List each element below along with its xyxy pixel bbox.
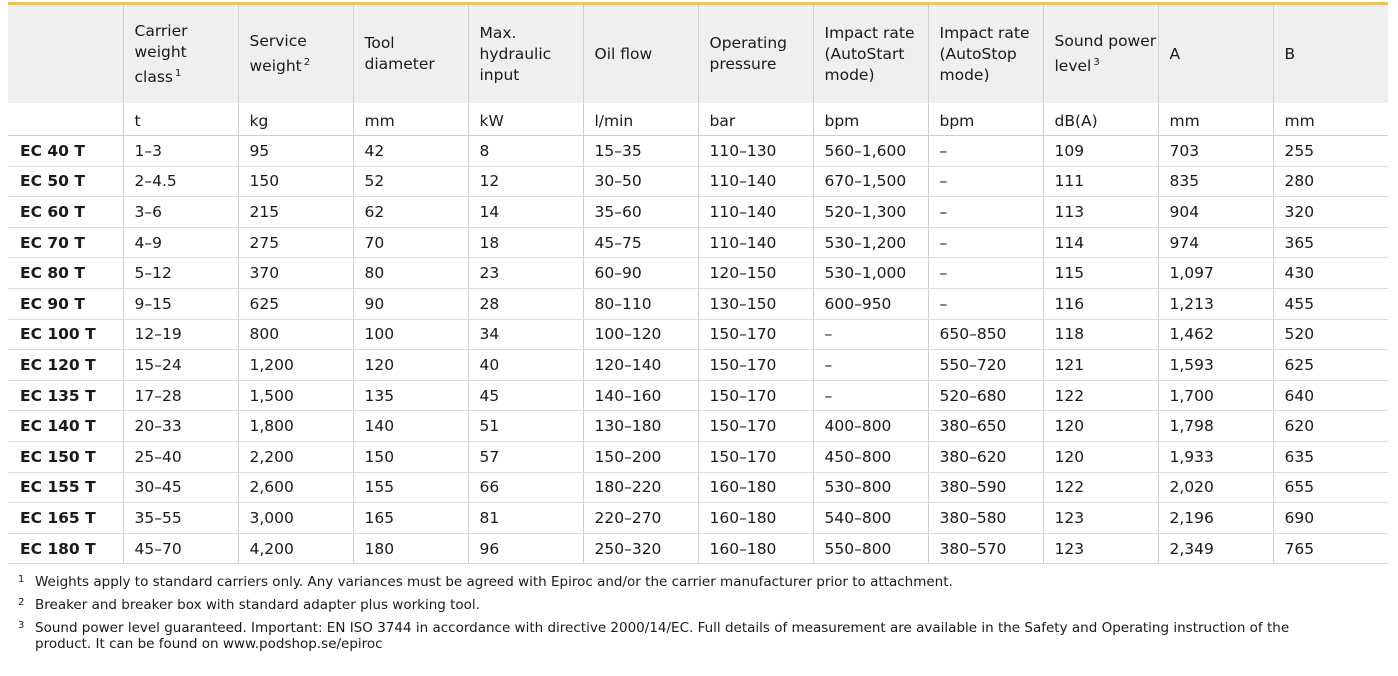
table-cell: 80–110 [583, 288, 698, 319]
table-cell: 20–33 [123, 411, 238, 442]
table-cell: 380–590 [928, 472, 1043, 503]
footnote-text: Weights apply to standard carriers only. Any variances must be agreed with Epiroc and/or the carrier manufacturer prior to attachment. [35, 574, 953, 590]
table-cell: 150–200 [583, 441, 698, 472]
table-cell: 34 [468, 319, 583, 350]
table-cell: 450–800 [813, 441, 928, 472]
table-cell: 560–1,600 [813, 136, 928, 167]
table-cell: 155 [353, 472, 468, 503]
table-cell: 35–60 [583, 197, 698, 228]
table-row [8, 166, 1388, 197]
header-sound-power-level: Sound power level $^3$ [1043, 5, 1158, 103]
table-cell: 1,800 [238, 411, 353, 442]
table-cell: 625 [1273, 350, 1388, 381]
model-cell: EC 60 T [8, 197, 123, 228]
table-cell: 1,462 [1158, 319, 1273, 350]
table-cell: 4–9 [123, 227, 238, 258]
table-cell: 160–180 [698, 503, 813, 534]
unit-cell: bpm [813, 103, 928, 136]
table-cell: 550–800 [813, 533, 928, 564]
table-cell: 40 [468, 350, 583, 381]
table-cell: 111 [1043, 166, 1158, 197]
spec-table [8, 5, 1388, 564]
table-cell: – [928, 227, 1043, 258]
table-cell: 2,349 [1158, 533, 1273, 564]
table-cell: 215 [238, 197, 353, 228]
table-cell: 109 [1043, 136, 1158, 167]
table-cell: 655 [1273, 472, 1388, 503]
unit-cell: mm [353, 103, 468, 136]
model-cell: EC 70 T [8, 227, 123, 258]
table-cell: 15–35 [583, 136, 698, 167]
table-cell: 120 [353, 350, 468, 381]
header-service-weight: Service weight $^2$ [238, 5, 353, 103]
table-cell: 520–680 [928, 380, 1043, 411]
unit-cell: mm [1273, 103, 1388, 136]
table-cell: 122 [1043, 472, 1158, 503]
table-cell: 275 [238, 227, 353, 258]
table-cell: 70 [353, 227, 468, 258]
table-cell: 110–130 [698, 136, 813, 167]
table-cell: 430 [1273, 258, 1388, 289]
table-cell: 974 [1158, 227, 1273, 258]
table-cell: 96 [468, 533, 583, 564]
table-cell: 150–170 [698, 380, 813, 411]
table-row [8, 258, 1388, 289]
table-cell: – [813, 350, 928, 381]
table-cell: 365 [1273, 227, 1388, 258]
header-a: A [1158, 5, 1273, 103]
table-cell: 600–950 [813, 288, 928, 319]
header-b: B [1273, 5, 1388, 103]
table-cell: 120 [1043, 441, 1158, 472]
table-cell: 18 [468, 227, 583, 258]
table-row [8, 380, 1388, 411]
model-cell: EC 80 T [8, 258, 123, 289]
model-cell: EC 150 T [8, 441, 123, 472]
table-cell: – [928, 197, 1043, 228]
table-cell: 530–800 [813, 472, 928, 503]
header-carrier-weight-class: Carrier weight class $^1$ [123, 5, 238, 103]
table-cell: 42 [353, 136, 468, 167]
table-cell: 380–580 [928, 503, 1043, 534]
header-row [8, 5, 1388, 103]
table-cell: – [813, 319, 928, 350]
table-row [8, 441, 1388, 472]
table-cell: 180–220 [583, 472, 698, 503]
table-row [8, 503, 1388, 534]
table-cell: 130–180 [583, 411, 698, 442]
table-cell: 15–24 [123, 350, 238, 381]
header-tool-diameter: Tool diameter [353, 5, 468, 103]
table-cell: 3,000 [238, 503, 353, 534]
table-cell: 160–180 [698, 472, 813, 503]
table-cell: 110–140 [698, 227, 813, 258]
table-cell: 25–40 [123, 441, 238, 472]
table-cell: 150–170 [698, 411, 813, 442]
table-cell: 140–160 [583, 380, 698, 411]
unit-cell: t [123, 103, 238, 136]
table-cell: 120 [1043, 411, 1158, 442]
table-cell: 150 [353, 441, 468, 472]
table-cell: 380–650 [928, 411, 1043, 442]
table-row [8, 227, 1388, 258]
table-cell: 1,213 [1158, 288, 1273, 319]
header-impact-rate-autostop: Impact rate (AutoStop mode) [928, 5, 1043, 103]
table-cell: – [928, 136, 1043, 167]
table-cell: 255 [1273, 136, 1388, 167]
model-cell: EC 135 T [8, 380, 123, 411]
table-cell: 62 [353, 197, 468, 228]
table-cell: 370 [238, 258, 353, 289]
table-cell: 150–170 [698, 350, 813, 381]
table-cell: 280 [1273, 166, 1388, 197]
table-row [8, 288, 1388, 319]
unit-cell: mm [1158, 103, 1273, 136]
footnotes [18, 574, 1318, 659]
table-cell: 45–70 [123, 533, 238, 564]
table-cell: 12–19 [123, 319, 238, 350]
table-cell: 100–120 [583, 319, 698, 350]
table-cell: 650–850 [928, 319, 1043, 350]
table-row [8, 197, 1388, 228]
table-cell: 635 [1273, 441, 1388, 472]
table-cell: 640 [1273, 380, 1388, 411]
table-cell: – [928, 166, 1043, 197]
table-cell: 550–720 [928, 350, 1043, 381]
table-cell: 123 [1043, 503, 1158, 534]
table-cell: 4,200 [238, 533, 353, 564]
table-cell: 51 [468, 411, 583, 442]
table-cell: 800 [238, 319, 353, 350]
table-cell: 122 [1043, 380, 1158, 411]
table-cell: 455 [1273, 288, 1388, 319]
table-cell: 81 [468, 503, 583, 534]
table-row [8, 472, 1388, 503]
unit-cell: bar [698, 103, 813, 136]
table-row [8, 319, 1388, 350]
footnote-text: Breaker and breaker box with standard adapter plus working tool. [35, 597, 480, 613]
table-cell: 2–4.5 [123, 166, 238, 197]
model-cell: EC 100 T [8, 319, 123, 350]
unit-cell: kW [468, 103, 583, 136]
table-cell: 1,933 [1158, 441, 1273, 472]
table-cell: 250–320 [583, 533, 698, 564]
table-cell: 121 [1043, 350, 1158, 381]
footnote [18, 597, 1318, 613]
table-cell: 35–55 [123, 503, 238, 534]
model-cell: EC 90 T [8, 288, 123, 319]
table-cell: 530–1,000 [813, 258, 928, 289]
model-cell: EC 40 T [8, 136, 123, 167]
table-cell: 2,196 [1158, 503, 1273, 534]
table-cell: 80 [353, 258, 468, 289]
table-cell: 1,798 [1158, 411, 1273, 442]
unit-cell: kg [238, 103, 353, 136]
units-row [8, 103, 1388, 136]
table-cell: 1–3 [123, 136, 238, 167]
table-cell: 66 [468, 472, 583, 503]
table-row [8, 136, 1388, 167]
table-cell: 620 [1273, 411, 1388, 442]
table-cell: – [813, 380, 928, 411]
table-cell: 765 [1273, 533, 1388, 564]
table-cell: 530–1,200 [813, 227, 928, 258]
unit-cell: bpm [928, 103, 1043, 136]
table-cell: 123 [1043, 533, 1158, 564]
table-cell: 670–1,500 [813, 166, 928, 197]
table-cell: 115 [1043, 258, 1158, 289]
header-operating-pressure: Operating pressure [698, 5, 813, 103]
table-cell: 110–140 [698, 166, 813, 197]
table-row [8, 533, 1388, 564]
header-oil-flow: Oil flow [583, 5, 698, 103]
table-cell: 130–150 [698, 288, 813, 319]
unit-cell: dB(A) [1043, 103, 1158, 136]
table-cell: 120–140 [583, 350, 698, 381]
table-cell: 12 [468, 166, 583, 197]
table-cell: 135 [353, 380, 468, 411]
table-row [8, 411, 1388, 442]
table-cell: 45 [468, 380, 583, 411]
table-cell: 52 [353, 166, 468, 197]
header-max-hydraulic-input: Max. hydraulic input [468, 5, 583, 103]
table-cell: 113 [1043, 197, 1158, 228]
unit-cell: l/min [583, 103, 698, 136]
table-cell: 90 [353, 288, 468, 319]
table-cell: 45–75 [583, 227, 698, 258]
table-cell: 3–6 [123, 197, 238, 228]
table-cell: 60–90 [583, 258, 698, 289]
footnote-mark: 2 [18, 597, 25, 608]
table-cell: 2,600 [238, 472, 353, 503]
model-cell: EC 120 T [8, 350, 123, 381]
table-cell: 180 [353, 533, 468, 564]
table-cell: 690 [1273, 503, 1388, 534]
model-cell: EC 50 T [8, 166, 123, 197]
model-cell: EC 165 T [8, 503, 123, 534]
table-cell: 116 [1043, 288, 1158, 319]
table-cell: 95 [238, 136, 353, 167]
table-cell: – [928, 258, 1043, 289]
footnote [18, 620, 1318, 652]
table-cell: 30–50 [583, 166, 698, 197]
model-cell: EC 140 T [8, 411, 123, 442]
table-cell: 1,200 [238, 350, 353, 381]
table-cell: 540–800 [813, 503, 928, 534]
table-cell: – [928, 288, 1043, 319]
table-cell: 8 [468, 136, 583, 167]
table-cell: 220–270 [583, 503, 698, 534]
table-cell: 120–150 [698, 258, 813, 289]
table-cell: 150 [238, 166, 353, 197]
table-cell: 703 [1158, 136, 1273, 167]
footnote-mark: 3 [18, 620, 25, 631]
table-cell: 118 [1043, 319, 1158, 350]
table-row [8, 350, 1388, 381]
table-cell: 1,593 [1158, 350, 1273, 381]
table-cell: 380–570 [928, 533, 1043, 564]
table-cell: 150–170 [698, 441, 813, 472]
table-cell: 140 [353, 411, 468, 442]
table-cell: 165 [353, 503, 468, 534]
table-cell: 1,500 [238, 380, 353, 411]
unit-cell [8, 103, 123, 136]
table-cell: 28 [468, 288, 583, 319]
table-cell: 150–170 [698, 319, 813, 350]
table-cell: 625 [238, 288, 353, 319]
table-cell: 904 [1158, 197, 1273, 228]
table-cell: 1,700 [1158, 380, 1273, 411]
table-body [8, 136, 1388, 564]
footnote-text: Sound power level guaranteed. Important: EN ISO 3744 in accordance with directive 2000/14/EC. Full details of measurement are available in the Safety and Operating instruction of the product. It can be found on www.podshop.se/epiroc [35, 620, 1290, 652]
footnote-mark: 1 [18, 574, 25, 585]
header-impact-rate-autostart: Impact rate (AutoStart mode) [813, 5, 928, 103]
table-cell: 100 [353, 319, 468, 350]
table-cell: 30–45 [123, 472, 238, 503]
table-cell: 2,020 [1158, 472, 1273, 503]
model-cell: EC 180 T [8, 533, 123, 564]
table-cell: 400–800 [813, 411, 928, 442]
table-cell: 2,200 [238, 441, 353, 472]
table-cell: 160–180 [698, 533, 813, 564]
footnote [18, 574, 1318, 590]
table-cell: 110–140 [698, 197, 813, 228]
table-cell: 17–28 [123, 380, 238, 411]
model-cell: EC 155 T [8, 472, 123, 503]
table-cell: 320 [1273, 197, 1388, 228]
table-cell: 5–12 [123, 258, 238, 289]
table-cell: 520–1,300 [813, 197, 928, 228]
table-cell: 23 [468, 258, 583, 289]
table-cell: 57 [468, 441, 583, 472]
table-cell: 1,097 [1158, 258, 1273, 289]
table-cell: 835 [1158, 166, 1273, 197]
table-cell: 14 [468, 197, 583, 228]
table-cell: 114 [1043, 227, 1158, 258]
table-cell: 380–620 [928, 441, 1043, 472]
table-cell: 520 [1273, 319, 1388, 350]
header-model [8, 5, 123, 103]
table-cell: 9–15 [123, 288, 238, 319]
